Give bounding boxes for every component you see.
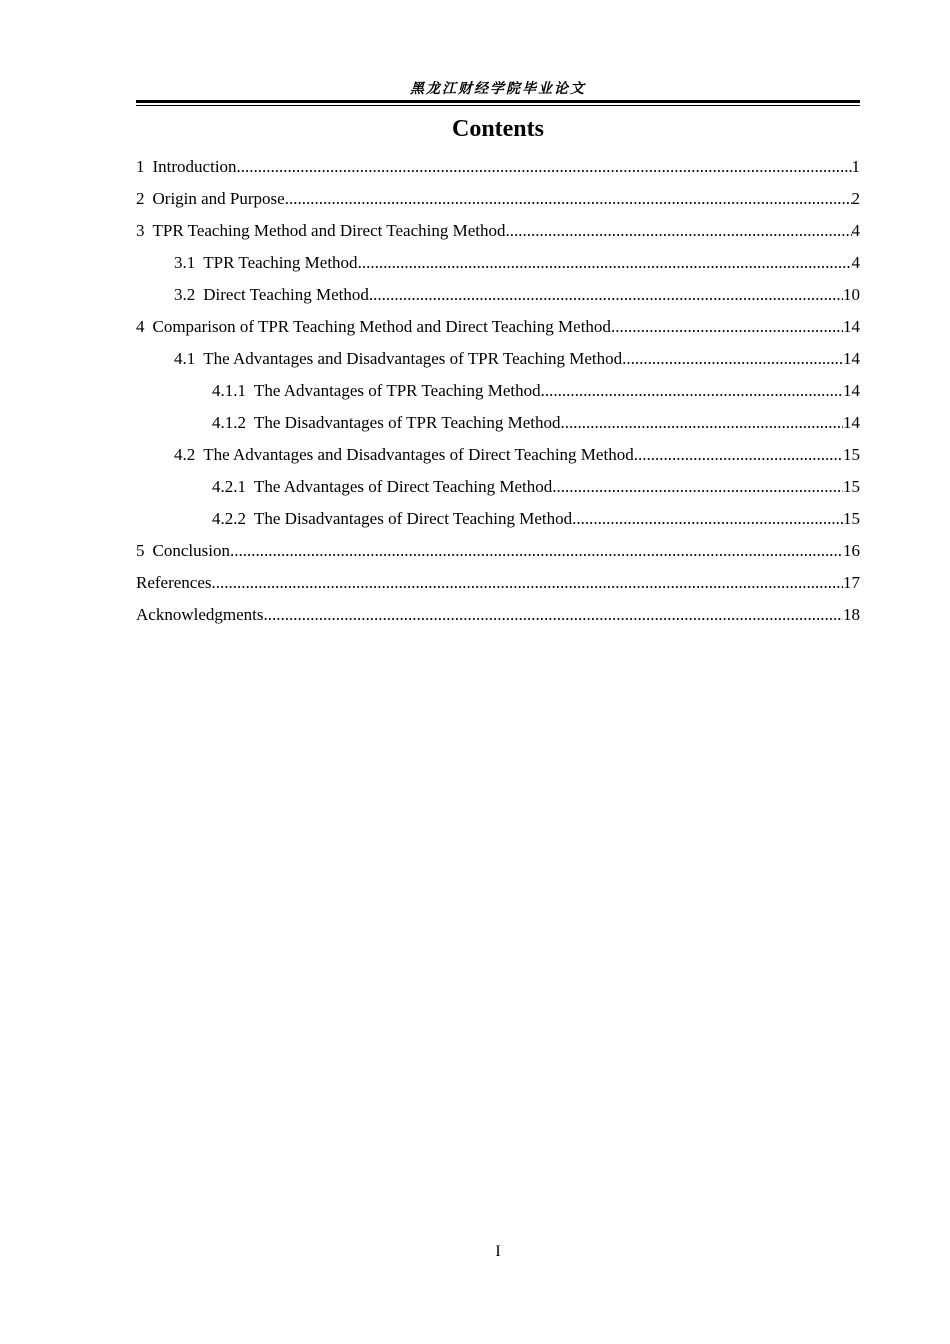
toc-leader-dots (230, 538, 843, 564)
toc-entry-number: 4.2.2 (212, 509, 246, 528)
toc-entry[interactable] (136, 538, 860, 570)
header-rule-thick (136, 100, 860, 103)
toc-entry-page: 4 (851, 253, 860, 272)
toc-entry[interactable] (136, 570, 860, 602)
toc-entry-text: Introduction (152, 157, 237, 176)
toc-entry-number: 1 (136, 157, 145, 176)
toc-entry-text: References (136, 573, 212, 592)
toc-entry-page: 10 (843, 285, 860, 304)
toc-title: Contents (451, 116, 544, 142)
toc-entry-number: 4.1.2 (212, 413, 246, 432)
toc-entry[interactable] (136, 154, 860, 186)
toc-entry-text: TPR Teaching Method and Direct Teaching Method (152, 221, 506, 240)
toc-leader-dots (634, 442, 843, 468)
toc-entry[interactable] (136, 506, 860, 538)
toc-leader-dots (622, 346, 843, 372)
toc-entry-text: The Advantages and Disadvantages of TPR Teaching Method (203, 349, 623, 368)
toc-entry-text: The Advantages and Disadvantages of Direct Teaching Method (203, 445, 634, 464)
running-header-title: 黑龙江财经学院毕业论文 (410, 82, 586, 97)
toc-entry-page: 14 (843, 317, 860, 336)
toc-entry-page: 14 (843, 349, 860, 368)
toc-leader-dots (560, 410, 843, 436)
toc-entry[interactable] (136, 410, 860, 442)
toc-entry-number: 4.1.1 (212, 381, 246, 400)
toc-entry-number: 2 (136, 189, 145, 208)
toc-entry-page: 15 (843, 477, 860, 496)
toc-entry[interactable] (136, 218, 860, 250)
toc-entry-text: TPR Teaching Method (203, 253, 358, 272)
toc-entry[interactable] (136, 442, 860, 474)
toc-entry-page: 16 (843, 541, 860, 560)
toc-entry-page: 15 (843, 509, 860, 528)
toc-entry-page: 2 (851, 189, 860, 208)
page-number: I (495, 1243, 501, 1260)
toc-entry-page: 1 (851, 157, 860, 176)
toc-leader-dots (237, 154, 852, 180)
toc-entry-text: Direct Teaching Method (203, 285, 369, 304)
toc-entry-text: The Advantages of TPR Teaching Method (254, 381, 541, 400)
toc-leader-dots (212, 570, 843, 596)
toc-entry-number: 5 (136, 541, 145, 560)
toc-leader-dots (572, 506, 843, 532)
toc-entry-page: 15 (843, 445, 860, 464)
toc-entry-number: 3.2 (174, 285, 196, 304)
toc-leader-dots (358, 250, 852, 276)
toc-entry-number: 3 (136, 221, 145, 240)
toc-leader-dots (552, 474, 843, 500)
toc-leader-dots (505, 218, 851, 244)
toc-entry-number: 4.2 (174, 445, 196, 464)
toc-entry[interactable] (136, 602, 860, 634)
toc-entry[interactable] (136, 186, 860, 218)
toc-entry-text: Origin and Purpose (152, 189, 285, 208)
toc-entry-text: Acknowledgments (136, 605, 264, 624)
toc-entry[interactable] (136, 474, 860, 506)
toc-entry-number: 4.2.1 (212, 477, 246, 496)
toc-entry[interactable] (136, 250, 860, 282)
toc-leader-dots (285, 186, 852, 212)
toc-entry-text: The Disadvantages of Direct Teaching Method (254, 509, 573, 528)
toc-entry-text: Comparison of TPR Teaching Method and Direct Teaching Method (152, 317, 611, 336)
toc-leader-dots (541, 378, 843, 404)
toc-entry[interactable] (136, 346, 860, 378)
toc-leader-dots (263, 602, 843, 628)
toc-entry-number: 4.1 (174, 349, 196, 368)
toc-entry-page: 18 (843, 605, 860, 624)
toc-entry-page: 14 (843, 413, 860, 432)
toc-entry-page: 4 (851, 221, 860, 240)
toc-leader-dots (369, 282, 843, 308)
toc-entry-text: The Advantages of Direct Teaching Method (254, 477, 553, 496)
toc-list (136, 154, 860, 634)
toc-entry-text: The Disadvantages of TPR Teaching Method (254, 413, 561, 432)
toc-entry-number: 4 (136, 317, 145, 336)
toc-leader-dots (611, 314, 843, 340)
toc-entry-page: 14 (843, 381, 860, 400)
header-rule-thin (136, 105, 860, 106)
toc-entry-text: Conclusion (152, 541, 230, 560)
toc-entry-number: 3.1 (174, 253, 196, 272)
toc-entry-page: 17 (843, 573, 860, 592)
toc-entry[interactable] (136, 282, 860, 314)
toc-entry[interactable] (136, 314, 860, 346)
toc-entry[interactable] (136, 378, 860, 410)
